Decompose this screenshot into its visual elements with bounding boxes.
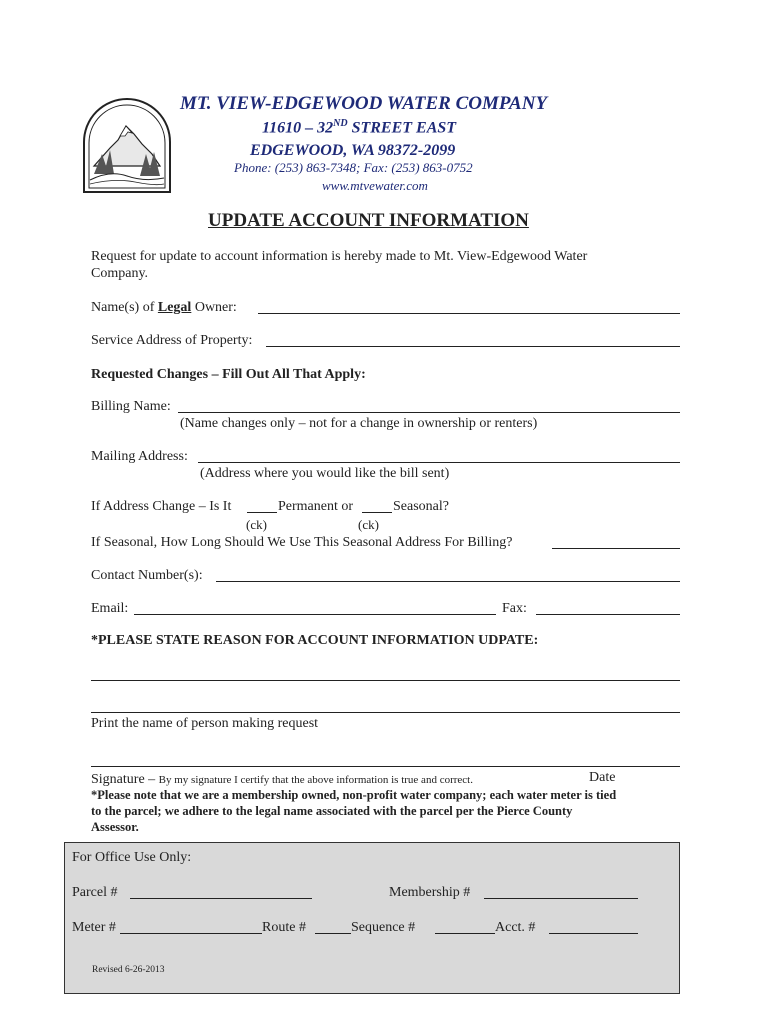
intro-line-1: Request for update to account information is hereby made to Mt. View-Edgewood Water <box>91 249 588 264</box>
reason-line-2[interactable] <box>91 712 680 713</box>
ck-label-seasonal: (ck) <box>358 517 379 532</box>
service-address-field[interactable] <box>266 346 680 347</box>
route-field[interactable] <box>315 933 351 934</box>
membership-label: Membership # <box>389 885 471 900</box>
owner-label-pre: Name(s) of <box>91 300 158 315</box>
membership-note-line-1: *Please note that we are a membership owned, non-profit water company; each water meter is tied <box>91 788 617 802</box>
acct-label: Acct. # <box>495 920 536 935</box>
meter-label: Meter # <box>72 920 116 935</box>
membership-note-line-2: to the parcel; we adhere to the legal name associated with the parcel per the Pierce County <box>91 804 573 818</box>
signature-label-text: Signature – <box>91 772 159 787</box>
revised-date: Revised 6-26-2013 <box>92 965 165 975</box>
acct-field[interactable] <box>549 933 638 934</box>
signature-label <box>91 770 473 788</box>
owner-name-field[interactable] <box>258 313 680 314</box>
phone-fax: Phone: (253) 863-7348; Fax: (253) 863-0752 <box>234 160 473 175</box>
seasonal-duration-label: If Seasonal, How Long Should We Use This Seasonal Address For Billing? <box>91 535 513 550</box>
billing-name-note: (Name changes only – not for a change in ownership or renters) <box>180 416 538 431</box>
street-address <box>262 118 456 137</box>
owner-label-post: Owner: <box>191 300 237 315</box>
fax-field[interactable] <box>536 614 680 615</box>
membership-field[interactable] <box>484 898 638 899</box>
email-field[interactable] <box>134 614 496 615</box>
meter-field[interactable] <box>120 933 262 934</box>
print-name-field[interactable] <box>91 766 680 767</box>
street-address-sup: ND <box>333 118 348 129</box>
ck-label-permanent: (ck) <box>246 517 267 532</box>
date-label: Date <box>589 770 616 785</box>
seasonal-checkbox-field[interactable] <box>362 512 392 513</box>
intro-line-2: Company. <box>91 266 149 281</box>
billing-name-label: Billing Name: <box>91 399 171 414</box>
fax-label: Fax: <box>502 601 527 616</box>
signature-certify-text: By my signature I certify that the above information is true and correct. <box>158 774 473 786</box>
requested-changes-heading: Requested Changes – Fill Out All That Apply: <box>91 367 366 382</box>
mountain-logo-icon <box>80 96 174 196</box>
street-address-post: STREET EAST <box>347 119 457 137</box>
owner-label <box>91 300 237 316</box>
membership-note-line-3: Assessor. <box>91 820 139 834</box>
reason-line-1[interactable] <box>91 680 680 681</box>
company-logo <box>80 96 174 196</box>
seasonal-label: Seasonal? <box>393 499 449 514</box>
route-label: Route # <box>262 920 306 935</box>
contact-numbers-label: Contact Number(s): <box>91 568 203 583</box>
reason-heading: *PLEASE STATE REASON FOR ACCOUNT INFORMATION UDPATE: <box>91 633 539 648</box>
mailing-address-note: (Address where you would like the bill sent) <box>200 466 450 481</box>
service-address-label: Service Address of Property: <box>91 333 253 348</box>
permanent-checkbox-field[interactable] <box>247 512 277 513</box>
seasonal-duration-field[interactable] <box>552 548 680 549</box>
print-name-label: Print the name of person making request <box>91 716 319 731</box>
website: www.mtvewater.com <box>322 178 428 193</box>
billing-name-field[interactable] <box>178 412 680 413</box>
contact-numbers-field[interactable] <box>216 581 680 582</box>
sequence-field[interactable] <box>435 933 495 934</box>
mailing-address-field[interactable] <box>198 462 680 463</box>
city-state-zip: EDGEWOOD, WA 98372-2099 <box>250 142 456 159</box>
office-use-heading: For Office Use Only: <box>72 850 192 865</box>
street-address-pre: 11610 – 32 <box>262 119 334 137</box>
company-name: MT. VIEW-EDGEWOOD WATER COMPANY <box>180 93 548 114</box>
mailing-address-label: Mailing Address: <box>91 449 188 464</box>
parcel-label: Parcel # <box>72 885 118 900</box>
address-change-label: If Address Change – Is It <box>91 499 232 514</box>
email-label: Email: <box>91 601 129 616</box>
owner-label-legal: Legal <box>157 300 192 315</box>
permanent-label: Permanent or <box>278 499 354 514</box>
sequence-label: Sequence # <box>351 920 416 935</box>
form-title: UPDATE ACCOUNT INFORMATION <box>208 210 529 231</box>
parcel-field[interactable] <box>130 898 312 899</box>
